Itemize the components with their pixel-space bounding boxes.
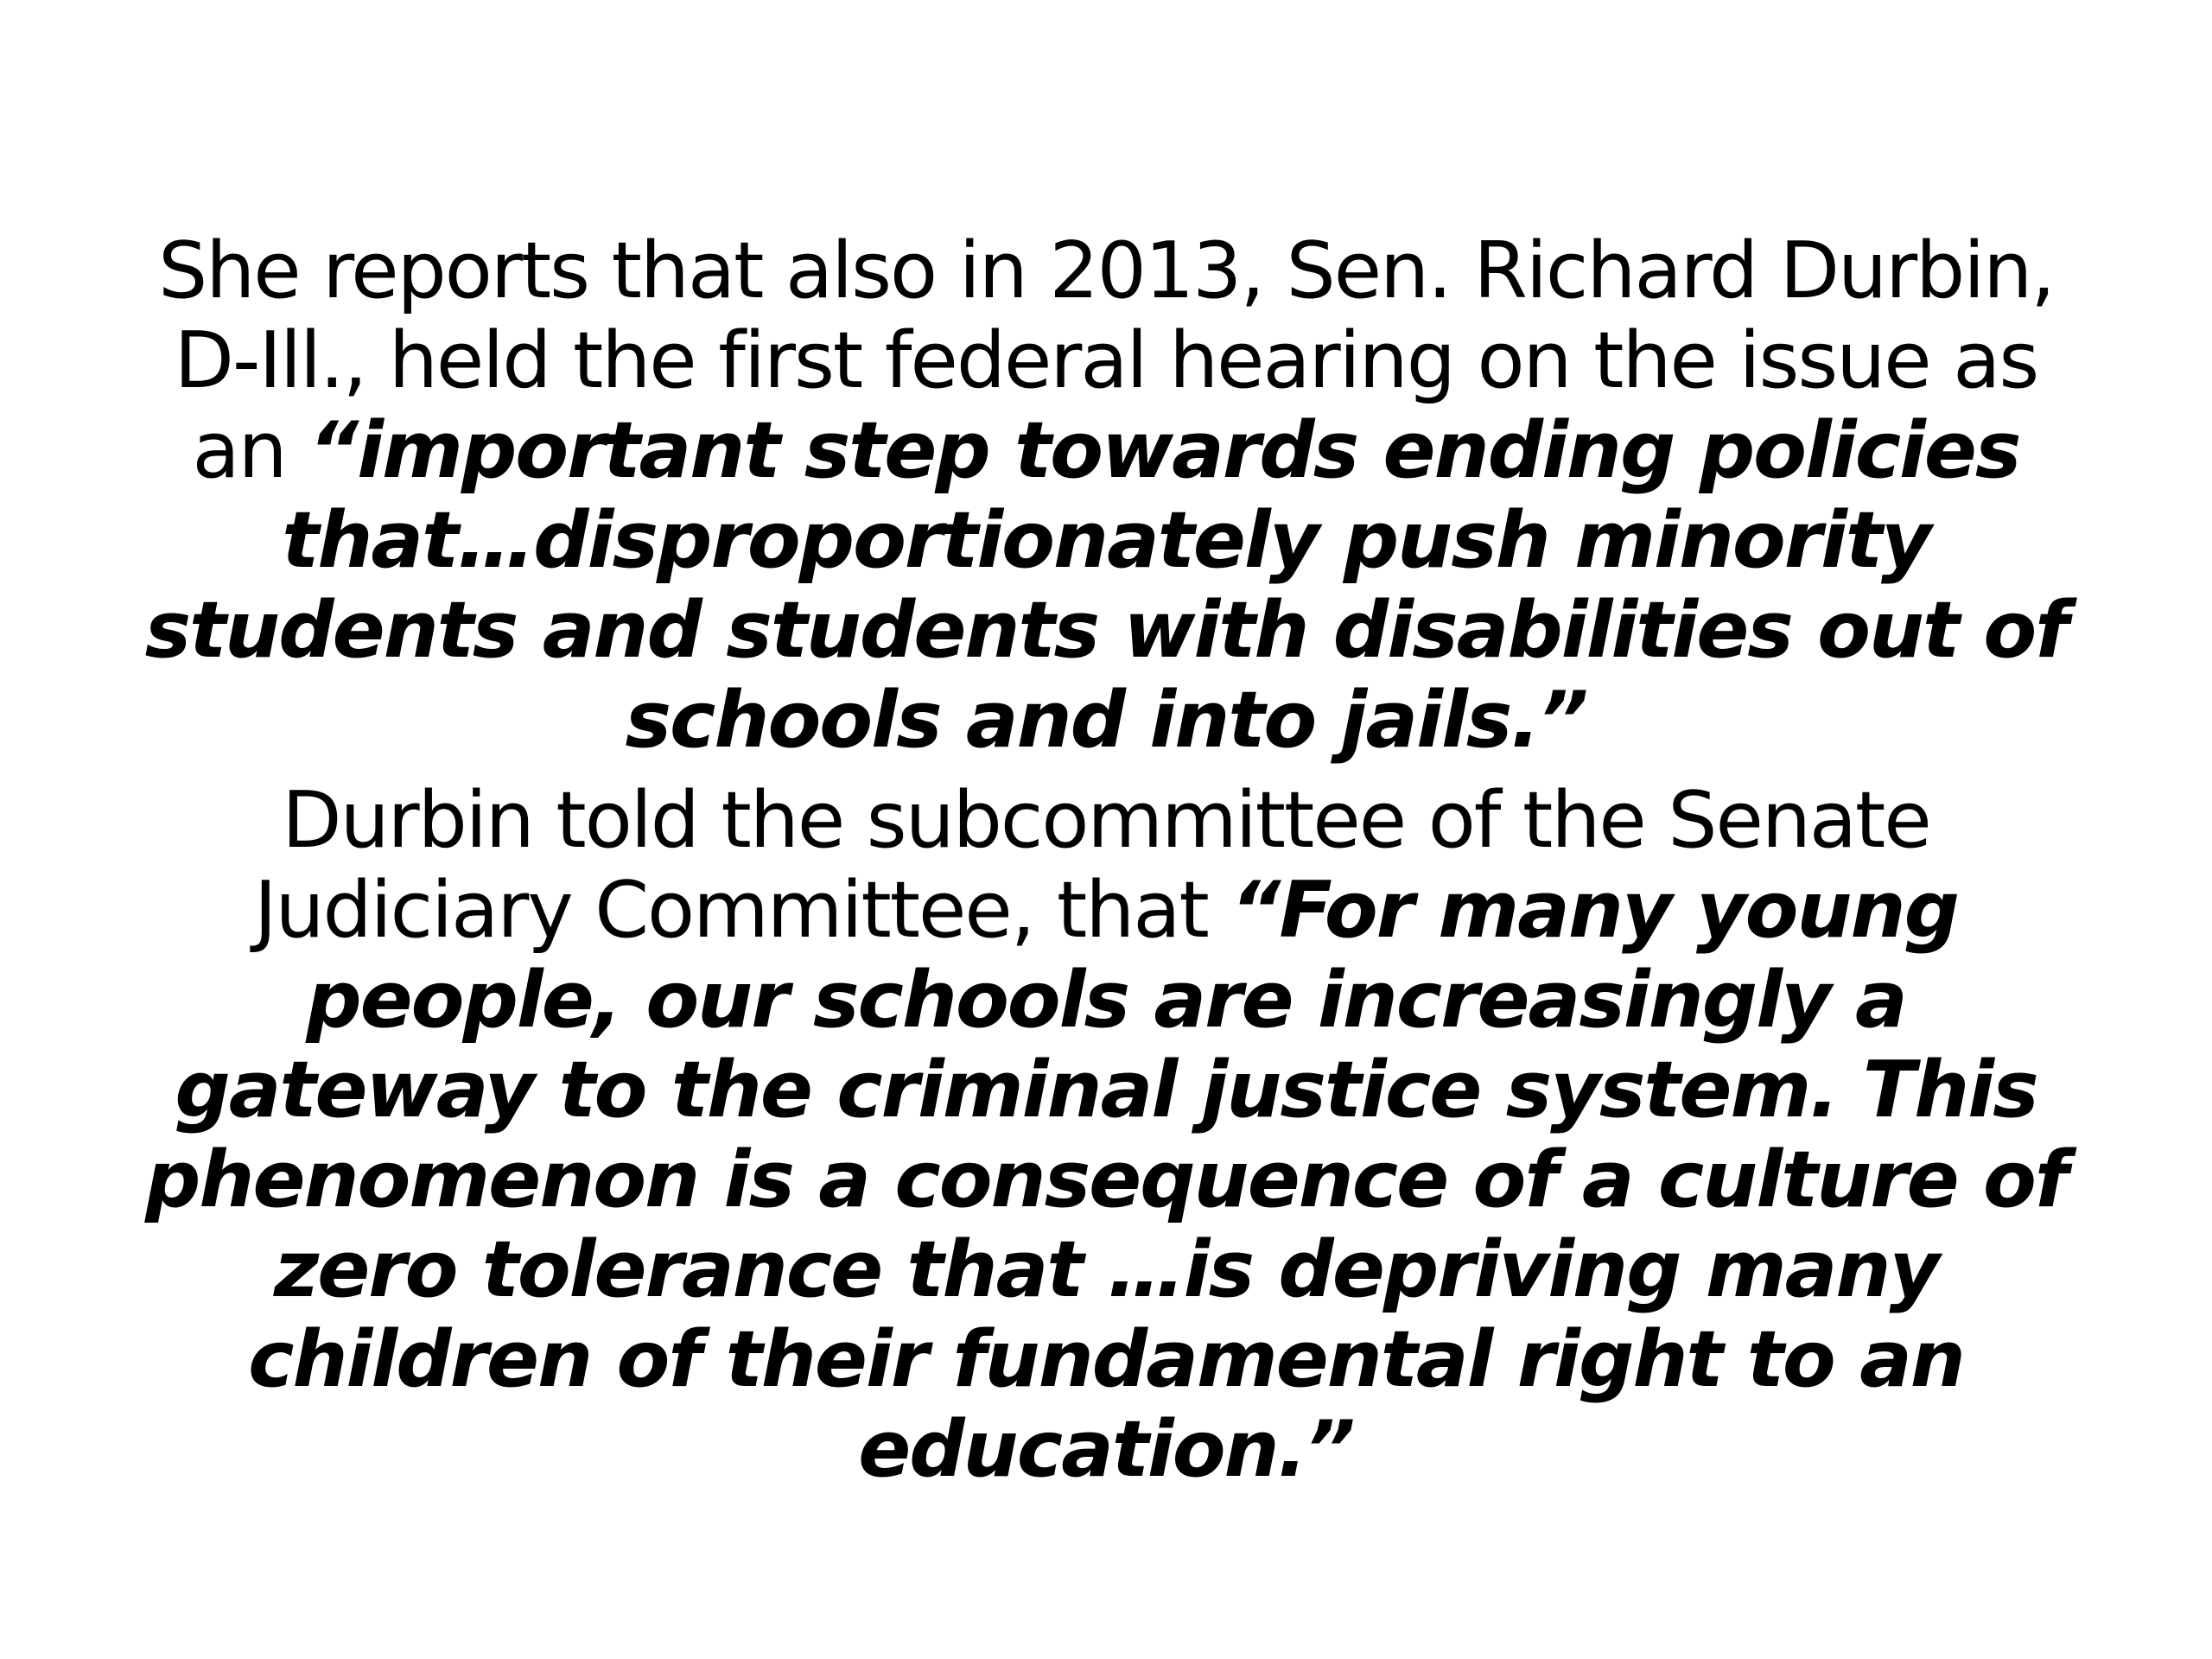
paragraph-hearing-quote: “important step towards ending policies that…disproportionately push minority students and students with disabilities out of schools and into jails	[144, 405, 2068, 766]
paragraph-subcommittee-lead: Durbin told the subcommittee of the Senate Judiciary Committee, that	[253, 775, 1930, 956]
paragraph-subcommittee-quote: “For many young people, our schools are increasingly a gateway to the criminal justice system. This phenomenon is a consequence of a culture of zero tolerance that …is depriving many children of their fundamental right to an education.”	[144, 865, 2068, 1495]
slide-body	[121, 226, 2091, 1495]
paragraph-hearing-tail: .”	[1510, 675, 1587, 766]
paragraph-subcommittee	[121, 776, 2091, 1495]
paragraph-hearing-lead: She reports that also in 2013, Sen. Richard Durbin, D-Ill., held the first federal hearing on the issue as an	[158, 226, 2054, 496]
paragraph-hearing	[121, 226, 2091, 766]
